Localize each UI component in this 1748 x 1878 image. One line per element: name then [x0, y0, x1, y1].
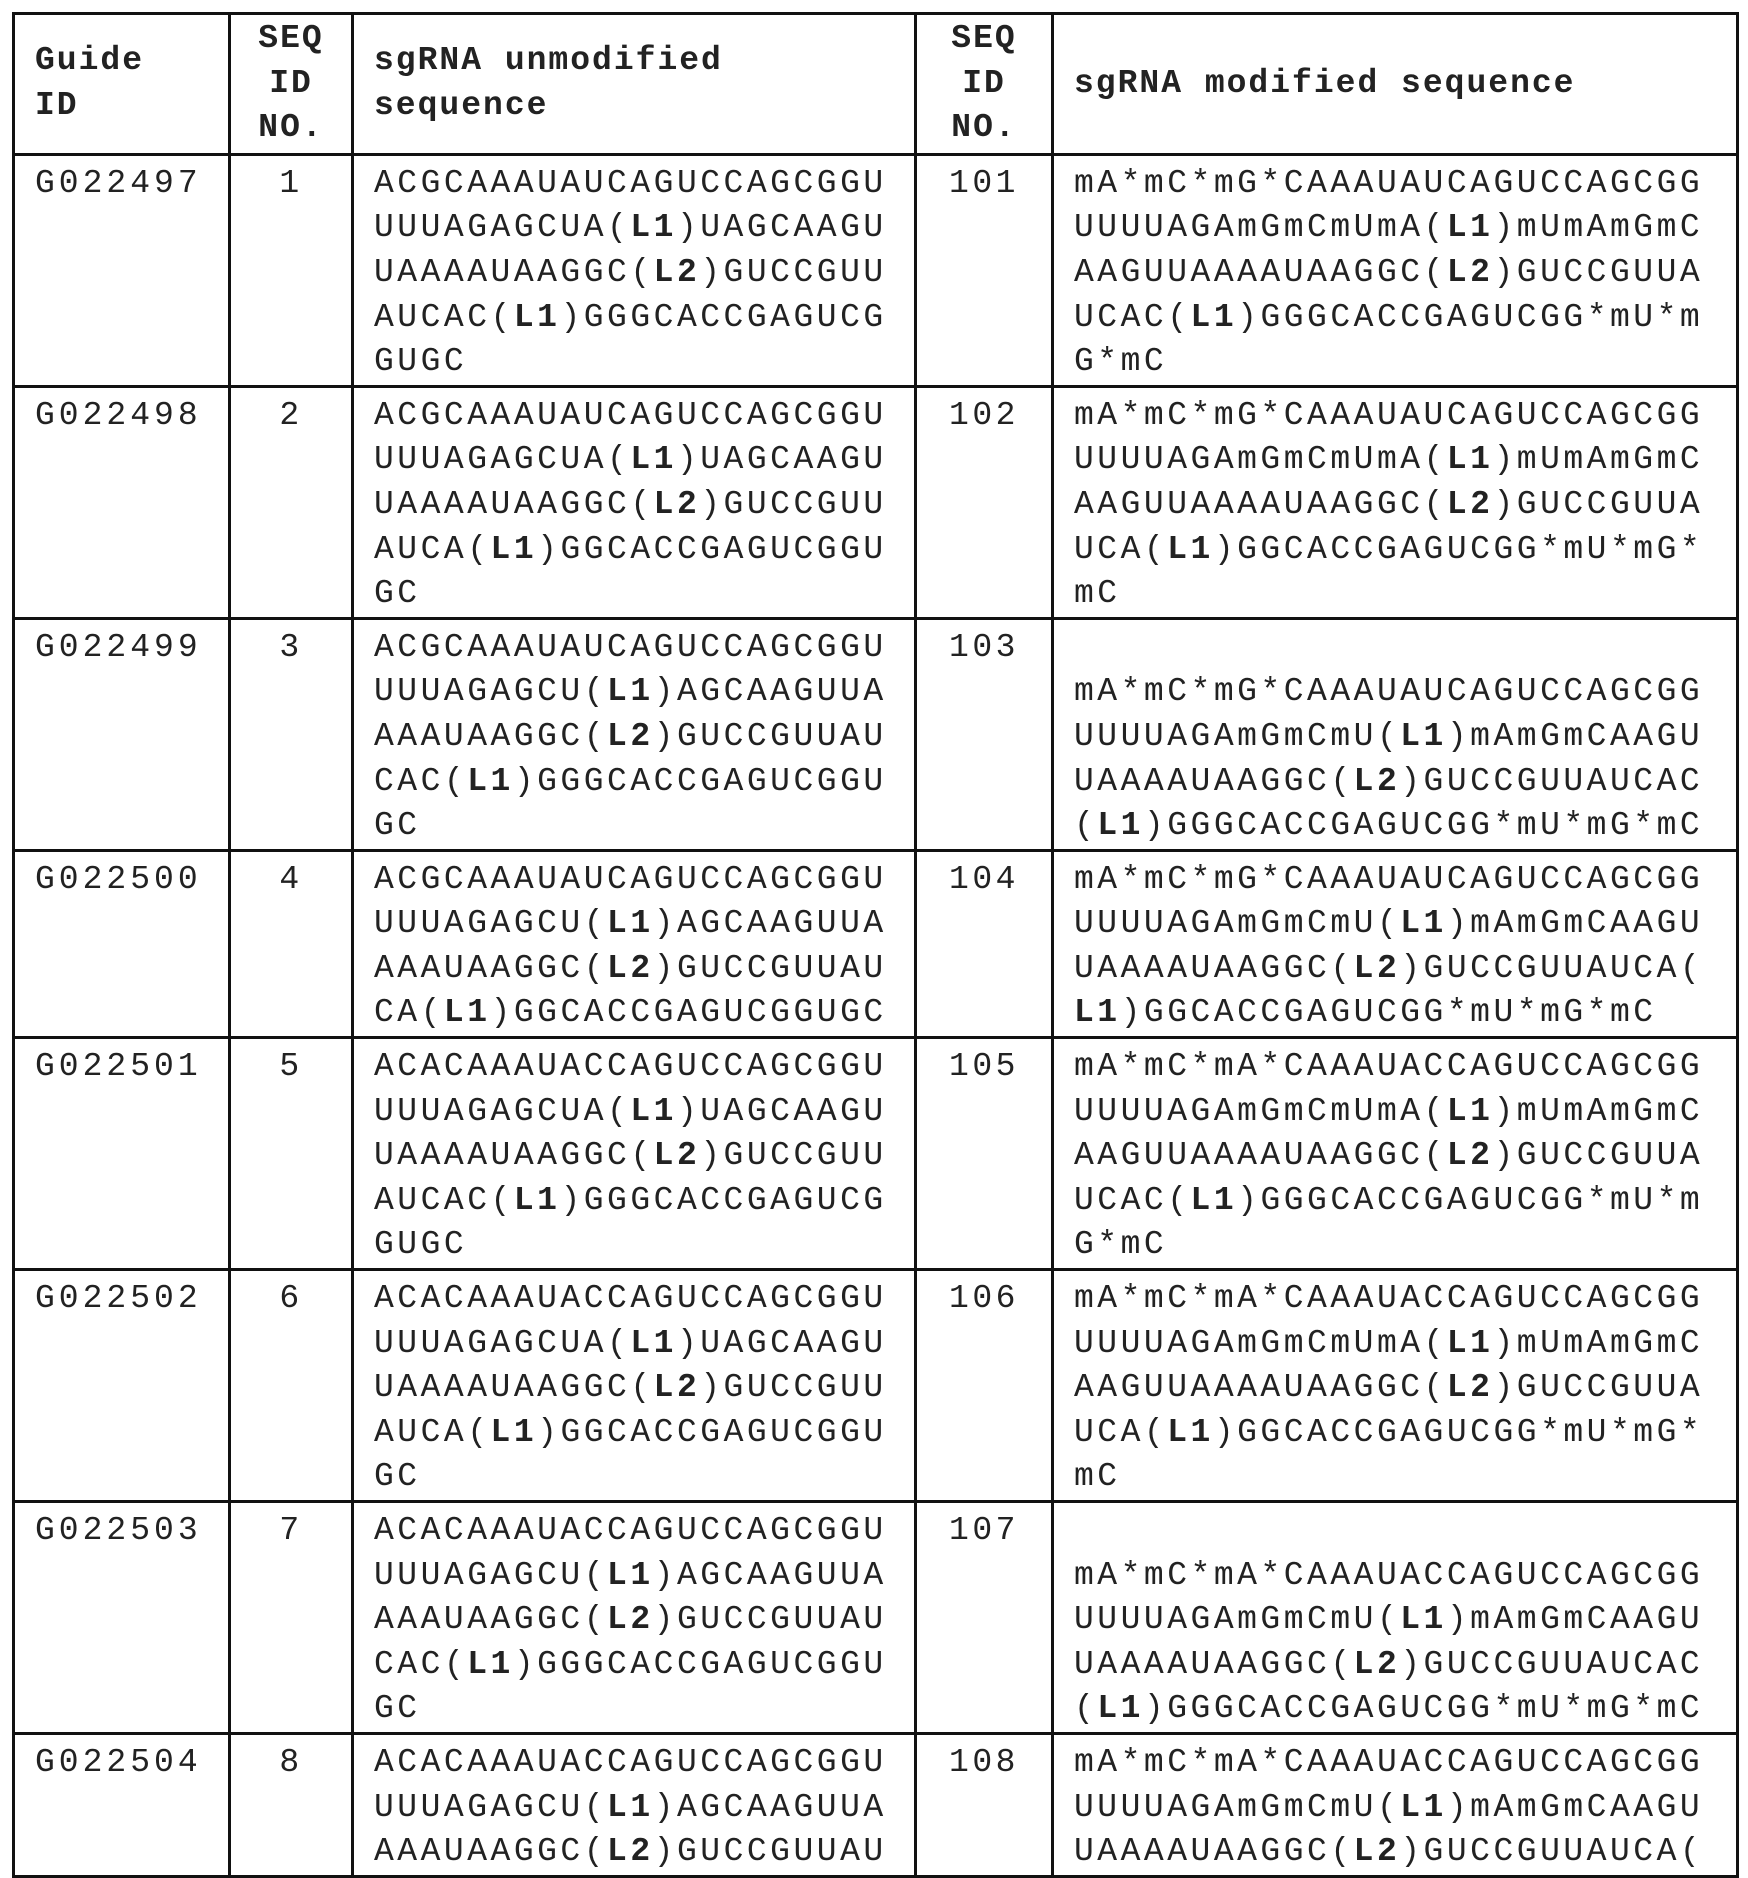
text-line: sgRNA unmodified — [374, 39, 906, 84]
linker-label: L2 — [1447, 1137, 1494, 1174]
linker-label: L2 — [607, 718, 654, 755]
linker-label: L1 — [514, 299, 561, 336]
text-line: UUUUAGAmGmCmUmA(L1)mUmAmGmC — [1074, 1322, 1728, 1367]
seq-id-unmodified-cell: 7 — [230, 1502, 353, 1734]
text-line: AAGUUAAAAUAAGGC(L2)GUCCGUUA — [1074, 251, 1728, 296]
table-row — [14, 1502, 1738, 1734]
linker-label: L1 — [1400, 905, 1447, 942]
text-line: ACGCAAAUAUCAGUCCAGCGGU — [374, 626, 906, 671]
modified-sequence-cell — [1053, 1270, 1738, 1502]
text-line: UCA(L1)GGCACCGAGUCGG*mU*mG* — [1074, 1411, 1728, 1456]
linker-label: L2 — [1354, 763, 1401, 800]
linker-label: L2 — [654, 254, 701, 291]
linker-label: L1 — [467, 1646, 514, 1683]
linker-label: L2 — [1354, 1833, 1401, 1870]
text-line: mC — [1074, 572, 1728, 617]
table-row — [14, 386, 1738, 618]
linker-label: L1 — [1447, 1093, 1494, 1130]
linker-label: L1 — [1447, 1325, 1494, 1362]
linker-label: L2 — [654, 1137, 701, 1174]
seq-id-unmodified-cell: 8 — [230, 1733, 353, 1876]
text-line: mA*mC*mA*CAAAUACCAGUCCAGCGG — [1074, 1554, 1728, 1599]
modified-sequence-cell — [1053, 850, 1738, 1037]
text-line: UUUUAGAmGmCmUmA(L1)mUmAmGmC — [1074, 1090, 1728, 1135]
header-seq-id-unmodified — [230, 14, 353, 155]
header-guide-id — [14, 14, 230, 155]
unmodified-sequence-cell — [353, 386, 916, 618]
linker-label: L1 — [1097, 807, 1144, 844]
linker-label: L1 — [1167, 1414, 1214, 1451]
text-line: AUCA(L1)GGCACCGAGUCGGU — [374, 528, 906, 573]
header-row — [14, 14, 1738, 155]
seq-id-modified-cell: 105 — [916, 1038, 1053, 1270]
linker-label: L1 — [1447, 441, 1494, 478]
text-line: UAAAAUAAGGC(L2)GUCCGUUAUCAC — [1074, 1643, 1728, 1688]
text-line: UUUAGAGCUA(L1)UAGCAAGU — [374, 1322, 906, 1367]
guide-id-cell: G022504 — [14, 1733, 230, 1876]
text-line: G*mC — [1074, 1223, 1728, 1268]
text-line: ACGCAAAUAUCAGUCCAGCGGU — [374, 858, 906, 903]
linker-label: L2 — [1447, 254, 1494, 291]
text-line: UCAC(L1)GGGCACCGAGUCGG*mU*m — [1074, 296, 1728, 341]
seq-id-modified-cell: 104 — [916, 850, 1053, 1037]
linker-label: L1 — [630, 1325, 677, 1362]
text-line: GUGC — [374, 1223, 906, 1268]
seq-id-unmodified-cell: 6 — [230, 1270, 353, 1502]
linker-label: L1 — [607, 673, 654, 710]
text-line: sequence — [374, 84, 906, 129]
text-line: AAAUAAGGC(L2)GUCCGUUAU — [374, 1830, 906, 1875]
text-line: ID — [925, 62, 1043, 107]
text-line: GC — [374, 804, 906, 849]
text-line: UAAAAUAAGGC(L2)GUCCGUUAUCAC — [1074, 760, 1728, 805]
text-line: AAGUUAAAAUAAGGC(L2)GUCCGUUA — [1074, 1366, 1728, 1411]
seq-id-unmodified-cell: 2 — [230, 386, 353, 618]
table-row — [14, 154, 1738, 386]
text-line: AAGUUAAAAUAAGGC(L2)GUCCGUUA — [1074, 483, 1728, 528]
text-line: ACACAAAUACCAGUCCAGCGGU — [374, 1509, 906, 1554]
text-line: UUUAGAGCUA(L1)UAGCAAGU — [374, 206, 906, 251]
text-line — [1074, 1509, 1728, 1554]
unmodified-sequence-cell — [353, 154, 916, 386]
seq-id-modified-cell: 103 — [916, 618, 1053, 850]
guide-id-cell: G022498 — [14, 386, 230, 618]
text-line: AAAUAAGGC(L2)GUCCGUUAU — [374, 715, 906, 760]
linker-label: L1 — [607, 1789, 654, 1826]
text-line: L1)GGCACCGAGUCGG*mU*mG*mC — [1074, 991, 1728, 1036]
text-line: mC — [1074, 1455, 1728, 1500]
text-line: UUUAGAGCU(L1)AGCAAGUUA — [374, 1554, 906, 1599]
linker-label: L2 — [1354, 1646, 1401, 1683]
text-line: UUUUAGAmGmCmU(L1)mAmGmCAAGU — [1074, 1786, 1728, 1831]
table-row — [14, 1270, 1738, 1502]
sgrna-sequence-table — [12, 12, 1739, 1878]
table-row — [14, 1038, 1738, 1270]
header-modified-sequence — [1053, 14, 1738, 155]
linker-label: L2 — [1447, 486, 1494, 523]
text-line: G*mC — [1074, 340, 1728, 385]
text-line: ACGCAAAUAUCAGUCCAGCGGU — [374, 162, 906, 207]
text-line: GC — [374, 1687, 906, 1732]
text-line: UCA(L1)GGCACCGAGUCGG*mU*mG* — [1074, 528, 1728, 573]
seq-id-modified-cell: 108 — [916, 1733, 1053, 1876]
seq-id-unmodified-cell: 5 — [230, 1038, 353, 1270]
text-line: UUUAGAGCUA(L1)UAGCAAGU — [374, 438, 906, 483]
guide-id-cell: G022497 — [14, 154, 230, 386]
linker-label: L1 — [607, 1557, 654, 1594]
linker-label: L1 — [1191, 1182, 1238, 1219]
text-line: mA*mC*mG*CAAAUAUCAGUCCAGCGG — [1074, 858, 1728, 903]
unmodified-sequence-cell — [353, 1038, 916, 1270]
text-line: GC — [374, 572, 906, 617]
header-unmodified-sequence — [353, 14, 916, 155]
text-line: AUCA(L1)GGCACCGAGUCGGU — [374, 1411, 906, 1456]
seq-id-modified-cell: 107 — [916, 1502, 1053, 1734]
text-line: AAAUAAGGC(L2)GUCCGUUAU — [374, 1598, 906, 1643]
unmodified-sequence-cell — [353, 618, 916, 850]
text-line: mA*mC*mA*CAAAUACCAGUCCAGCGG — [1074, 1045, 1728, 1090]
guide-id-cell: G022503 — [14, 1502, 230, 1734]
text-line: ACACAAAUACCAGUCCAGCGGU — [374, 1045, 906, 1090]
seq-id-unmodified-cell: 4 — [230, 850, 353, 1037]
text-line: Guide — [35, 39, 220, 84]
guide-id-cell: G022499 — [14, 618, 230, 850]
modified-sequence-cell — [1053, 154, 1738, 386]
modified-sequence-cell — [1053, 1038, 1738, 1270]
text-line: ID — [239, 62, 343, 107]
text-line: UUUUAGAmGmCmU(L1)mAmGmCAAGU — [1074, 902, 1728, 947]
linker-label: L1 — [630, 1093, 677, 1130]
unmodified-sequence-cell — [353, 1270, 916, 1502]
text-line: CAC(L1)GGGCACCGAGUCGGU — [374, 760, 906, 805]
linker-label: L1 — [607, 905, 654, 942]
linker-label: L1 — [514, 1182, 561, 1219]
text-line: UUUUAGAmGmCmU(L1)mAmGmCAAGU — [1074, 715, 1728, 760]
text-line: AUCAC(L1)GGGCACCGAGUCG — [374, 1179, 906, 1224]
seq-id-modified-cell: 101 — [916, 154, 1053, 386]
text-line: ID — [35, 84, 220, 129]
text-line: UAAAAUAAGGC(L2)GUCCGUUAUCA( — [1074, 947, 1728, 992]
text-line: CA(L1)GGCACCGAGUCGGUGC — [374, 991, 906, 1036]
header-seq-id-modified — [916, 14, 1053, 155]
table-row — [14, 850, 1738, 1037]
seq-id-modified-cell: 102 — [916, 386, 1053, 618]
modified-sequence-cell — [1053, 618, 1738, 850]
linker-label: L2 — [1447, 1369, 1494, 1406]
text-line: sgRNA modified sequence — [1074, 62, 1728, 107]
text-line: GUGC — [374, 340, 906, 385]
linker-label: L2 — [654, 486, 701, 523]
text-line: ACACAAAUACCAGUCCAGCGGU — [374, 1741, 906, 1786]
text-line: mA*mC*mG*CAAAUAUCAGUCCAGCGG — [1074, 394, 1728, 439]
text-line: UAAAAUAAGGC(L2)GUCCGUU — [374, 483, 906, 528]
text-line: AAAUAAGGC(L2)GUCCGUUAU — [374, 947, 906, 992]
text-line: UAAAAUAAGGC(L2)GUCCGUUAUCA( — [1074, 1830, 1728, 1875]
text-line: AAGUUAAAAUAAGGC(L2)GUCCGUUA — [1074, 1134, 1728, 1179]
linker-label: L1 — [1074, 994, 1121, 1031]
modified-sequence-cell — [1053, 1733, 1738, 1876]
text-line: AUCAC(L1)GGGCACCGAGUCG — [374, 296, 906, 341]
text-line: UUUUAGAmGmCmUmA(L1)mUmAmGmC — [1074, 206, 1728, 251]
text-line: UUUUAGAmGmCmUmA(L1)mUmAmGmC — [1074, 438, 1728, 483]
text-line: (L1)GGGCACCGAGUCGG*mU*mG*mC — [1074, 1687, 1728, 1732]
guide-id-cell: G022502 — [14, 1270, 230, 1502]
table-row — [14, 618, 1738, 850]
text-line: UUUAGAGCU(L1)AGCAAGUUA — [374, 1786, 906, 1831]
unmodified-sequence-cell — [353, 1502, 916, 1734]
text-line: mA*mC*mA*CAAAUACCAGUCCAGCGG — [1074, 1277, 1728, 1322]
text-line: UAAAAUAAGGC(L2)GUCCGUU — [374, 251, 906, 296]
text-line: mA*mC*mG*CAAAUAUCAGUCCAGCGG — [1074, 670, 1728, 715]
text-line: UUUUAGAmGmCmU(L1)mAmGmCAAGU — [1074, 1598, 1728, 1643]
linker-label: L2 — [1354, 950, 1401, 987]
unmodified-sequence-cell — [353, 850, 916, 1037]
text-line: NO. — [239, 106, 343, 151]
guide-id-cell: G022500 — [14, 850, 230, 1037]
modified-sequence-cell — [1053, 386, 1738, 618]
text-line: mA*mC*mG*CAAAUAUCAGUCCAGCGG — [1074, 162, 1728, 207]
modified-sequence-cell — [1053, 1502, 1738, 1734]
text-line: UCAC(L1)GGGCACCGAGUCGG*mU*m — [1074, 1179, 1728, 1224]
text-line: GC — [374, 1455, 906, 1500]
text-line: UUUAGAGCUA(L1)UAGCAAGU — [374, 1090, 906, 1135]
linker-label: L2 — [607, 1601, 654, 1638]
text-line: SEQ — [925, 17, 1043, 62]
text-line: (L1)GGGCACCGAGUCGG*mU*mG*mC — [1074, 804, 1728, 849]
linker-label: L2 — [654, 1369, 701, 1406]
seq-id-unmodified-cell: 1 — [230, 154, 353, 386]
text-line: SEQ — [239, 17, 343, 62]
linker-label: L1 — [491, 1414, 538, 1451]
linker-label: L1 — [1400, 718, 1447, 755]
linker-label: L1 — [491, 531, 538, 568]
table-row — [14, 1733, 1738, 1876]
seq-id-modified-cell: 106 — [916, 1270, 1053, 1502]
linker-label: L1 — [1400, 1601, 1447, 1638]
linker-label: L1 — [1167, 531, 1214, 568]
text-line: ACACAAAUACCAGUCCAGCGGU — [374, 1277, 906, 1322]
text-line: UAAAAUAAGGC(L2)GUCCGUU — [374, 1366, 906, 1411]
text-line — [1074, 626, 1728, 671]
unmodified-sequence-cell — [353, 1733, 916, 1876]
text-line: NO. — [925, 106, 1043, 151]
text-line: UUUAGAGCU(L1)AGCAAGUUA — [374, 670, 906, 715]
text-line: UAAAAUAAGGC(L2)GUCCGUU — [374, 1134, 906, 1179]
linker-label: L1 — [1191, 299, 1238, 336]
linker-label: L1 — [1097, 1690, 1144, 1727]
linker-label: L1 — [444, 994, 491, 1031]
linker-label: L2 — [607, 1833, 654, 1870]
linker-label: L1 — [1400, 1789, 1447, 1826]
text-line: ACGCAAAUAUCAGUCCAGCGGU — [374, 394, 906, 439]
linker-label: L1 — [1447, 209, 1494, 246]
text-line: UUUAGAGCU(L1)AGCAAGUUA — [374, 902, 906, 947]
linker-label: L1 — [630, 209, 677, 246]
linker-label: L1 — [630, 441, 677, 478]
text-line: mA*mC*mA*CAAAUACCAGUCCAGCGG — [1074, 1741, 1728, 1786]
linker-label: L1 — [467, 763, 514, 800]
seq-id-unmodified-cell: 3 — [230, 618, 353, 850]
guide-id-cell: G022501 — [14, 1038, 230, 1270]
text-line: CAC(L1)GGGCACCGAGUCGGU — [374, 1643, 906, 1688]
linker-label: L2 — [607, 950, 654, 987]
